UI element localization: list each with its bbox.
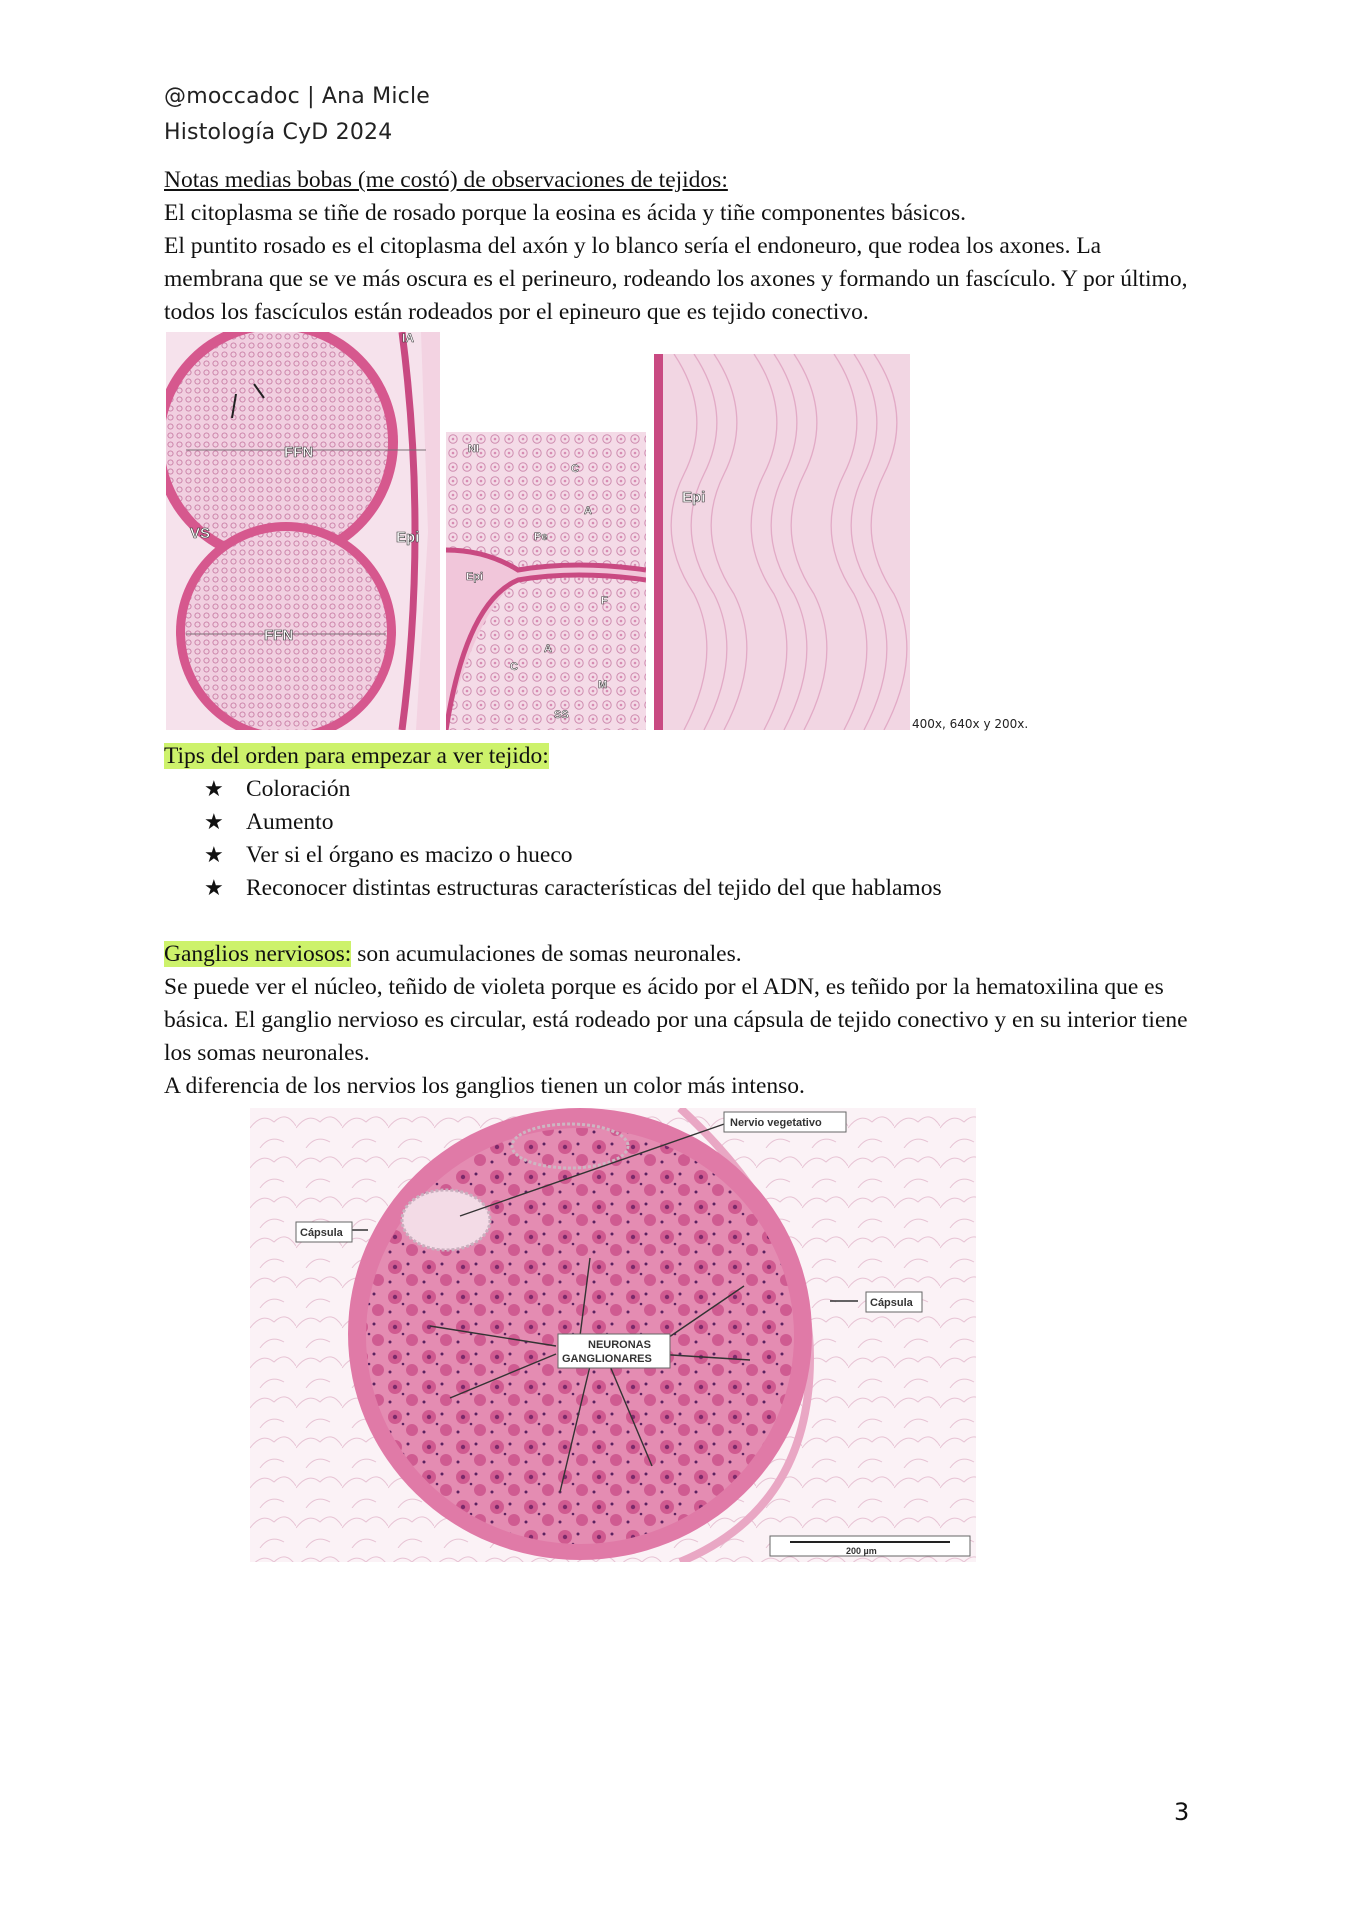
notes-title: Notas medias bobas (me costó) de observaciones de tejidos: (164, 167, 728, 193)
tip-text: Aumento (246, 809, 334, 835)
label-ffn-top: FFN (284, 444, 314, 461)
tip-text: Ver si el órgano es macizo o hueco (246, 842, 573, 868)
list-item (204, 872, 942, 905)
label-ia: IA (402, 332, 414, 345)
label-ffn-bottom: FFN (264, 627, 294, 644)
nerve-micrograph-200x (654, 354, 910, 730)
label-a-top: A (584, 505, 592, 517)
label-ss: SS (554, 709, 569, 721)
nerve-micrograph-640x (446, 432, 646, 730)
label-ganglionares: GANGLIONARES (562, 1353, 652, 1365)
star-bullet: ★ (204, 876, 224, 901)
label-pe: Pe (534, 531, 548, 543)
label-epi: Epi (396, 529, 420, 546)
ganglios-title-rest: son acumulaciones de somas neuronales. (351, 941, 742, 967)
label-capsula-right: Cápsula (870, 1297, 913, 1309)
label-c-bottom: C (510, 661, 518, 673)
page-number: 3 (1174, 1798, 1190, 1826)
label-epi-b: Epi (466, 571, 484, 583)
ganglios-title: Ganglios nerviosos: (164, 941, 352, 967)
label-m: M (598, 679, 608, 691)
label-epi-c: Epi (682, 489, 706, 506)
ganglios-paragraph-2: A diferencia de los nervios los ganglios tienen un color más intenso. (164, 1073, 805, 1099)
ganglios-section (164, 938, 1204, 1103)
label-capsula-left: Cápsula (300, 1227, 343, 1239)
nerve-micrograph-400x (166, 332, 440, 730)
star-bullet: ★ (204, 777, 224, 802)
label-ni: NI (468, 443, 479, 455)
tip-text: Coloración (246, 776, 351, 802)
header-course: Histología CyD 2024 (164, 120, 393, 145)
ganglion-micrograph (250, 1108, 976, 1562)
figure1-caption: 400x, 640x y 200x. (912, 717, 1029, 731)
label-vs: VS (190, 525, 211, 542)
tips-list (204, 773, 942, 905)
notes-paragraph-2: El puntito rosado es el citoplasma del axón y lo blanco sería el endoneuro, que rodea los axones. La membrana que se ve más oscura es el perineuro, rodeando los axones y formando un fascículo. Y por último, todos los fascículos están rodeados por el epineuro que es tejido conectivo. (164, 233, 1188, 325)
ganglios-paragraph-1: Se puede ver el núcleo, teñido de violeta porque es ácido por el ADN, es teñido por la hematoxilina que es básica. El ganglio nervioso es circular, está rodeado por una cápsula de tejido conectivo y en su interior tiene los somas neuronales. (164, 974, 1188, 1066)
list-item (204, 806, 942, 839)
label-neuronas: NEURONAS (588, 1339, 651, 1351)
notes-section (164, 164, 1204, 329)
list-item (204, 773, 942, 806)
star-bullet: ★ (204, 810, 224, 835)
label-nervio-vegetativo: Nervio vegetativo (730, 1117, 822, 1129)
label-c-top: C (571, 463, 579, 475)
scale-bar-label: 200 µm (846, 1546, 877, 1556)
tips-title-block (164, 740, 1204, 773)
label-a-bottom: A (544, 643, 552, 655)
label-f: F (601, 595, 608, 607)
header-author: @moccadoc | Ana Micle (164, 84, 430, 109)
star-bullet: ★ (204, 843, 224, 868)
tip-text: Reconocer distintas estructuras características del tejido del que hablamos (246, 875, 942, 901)
notes-paragraph-1: El citoplasma se tiñe de rosado porque la eosina es ácida y tiñe componentes básicos. (164, 200, 967, 226)
list-item (204, 839, 942, 872)
tips-title: Tips del orden para empezar a ver tejido: (164, 743, 549, 769)
